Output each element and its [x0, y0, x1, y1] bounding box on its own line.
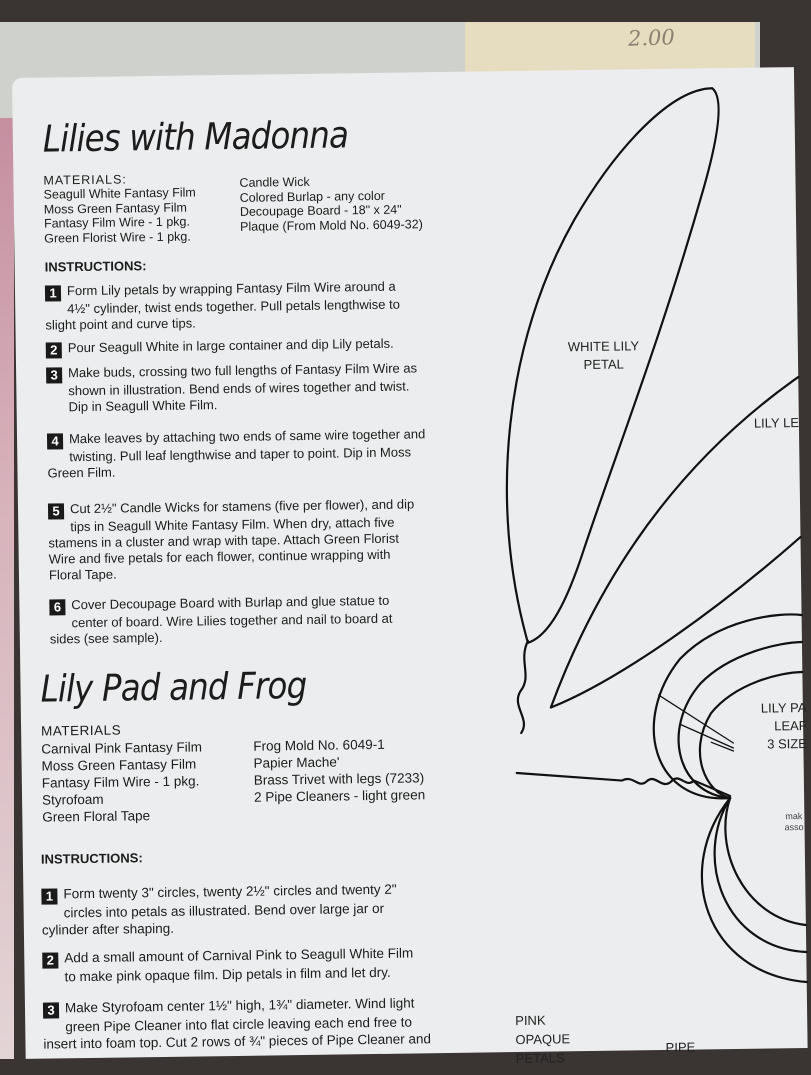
step-3: 3 Make buds, crossing two full lengths of Fantasy Film Wire as shown in illustration. Bend ends of wires together and twist. Dip in Seagull White Film. — [46, 360, 418, 415]
material-item: Plaque (From Mold No. 6049-32) — [239, 216, 423, 234]
material-item: Colored Burlap - any color — [239, 188, 385, 205]
step-number: 4 — [47, 433, 63, 449]
step-number: 2 — [46, 342, 62, 358]
material-item: Fantasy Film Wire - 1 pkg. — [41, 773, 200, 791]
step-number: 3 — [43, 1002, 59, 1018]
section-title-lilies: Lilies with Madonna — [42, 113, 349, 161]
petal-wire-stem — [517, 641, 529, 733]
instruction-page — [12, 67, 808, 1067]
label-lily-pad-leaf: LILY PA LEAF 3 SIZE — [760, 699, 808, 752]
step-number: 1 — [41, 888, 57, 904]
material-item: Brass Trivet with legs (7233) — [253, 770, 425, 788]
material-item: Carnival Pink Fantasy Film — [41, 739, 203, 757]
material-item: Decoupage Board - 18" x 24" — [239, 202, 402, 219]
label-note: mak asso — [784, 811, 804, 833]
materials-list-left — [41, 738, 203, 825]
step-2: 2 Pour Seagull White in large container and dip Lily petals. — [46, 336, 394, 359]
material-item: 2 Pipe Cleaners - light green — [253, 787, 426, 805]
materials-list-left — [44, 185, 197, 245]
step-4: 4 Make leaves by attaching two ends of same wire together and twisting. Pull leaf lengthwise and taper to point. Dip in Moss Green Film. — [47, 426, 426, 481]
step-number: 3 — [46, 367, 62, 383]
material-item: Styrofoam — [41, 791, 104, 808]
instructions-heading: INSTRUCTIONS: — [44, 258, 147, 275]
handwritten-price: 2.00 — [627, 25, 676, 51]
material-item: Papier Mache' — [253, 754, 340, 771]
materials-label: MATERIALS: — [43, 172, 127, 188]
section-title-lily-pad: Lily Pad and Frog — [40, 663, 307, 711]
label-pink-opaque-petals: PINK OPAQUE PETALS — [515, 1012, 571, 1067]
step-5: 5 Cut 2½" Candle Wicks for stamens (five per flower), and dip tips in Seagull White Fantasy Film. When dry, attach five stamens in a cluster and wrap with tape. Attach Green Florist Wire and five petals for each flower, continue wrapping with Floral Tape. — [48, 496, 415, 583]
materials-list-right — [253, 735, 425, 805]
material-item: Green Floral Tape — [42, 808, 151, 825]
material-item: Frog Mold No. 6049-1 — [253, 736, 385, 754]
step-number: 6 — [49, 599, 65, 615]
material-item: Green Florist Wire - 1 pkg. — [44, 229, 191, 246]
page-edge — [0, 118, 14, 1059]
label-pipe: PIPE — [665, 1039, 696, 1055]
materials-label: MATERIALS — [41, 722, 122, 739]
materials-list-right — [239, 173, 423, 234]
step-1: 1 Form Lily petals by wrapping Fantasy Film Wire around a 4½" cylinder, twist ends together. Pull petals lengthwise to slight point and curve tips. — [45, 278, 401, 333]
material-item: Moss Green Fantasy Film — [43, 200, 188, 217]
material-item: Seagull White Fantasy Film — [43, 185, 196, 202]
step-2: 2 Add a small amount of Carnival Pink to Seagull White Film to make pink opaque film. Dip petals in film and let dry. — [42, 944, 413, 985]
step-6: 6 Cover Decoupage Board with Burlap and glue statue to center of board. Wire Lilies together and nail to board at sides (see sample). — [49, 592, 393, 647]
material-item: Moss Green Fantasy Film — [41, 756, 197, 774]
step-3: 3 Make Styrofoam center 1½" high, 1¾" diameter. Wind light green Pipe Cleaner into flat circle leaving each end free to insert into foam top. Cut 2 rows of ¾" pieces of Pipe Cleaner and — [43, 995, 432, 1052]
label-white-lily-petal: WHITE LILY PETAL — [567, 338, 640, 373]
step-number: 2 — [42, 952, 58, 968]
step-number: 1 — [45, 285, 61, 301]
instructions-heading: INSTRUCTIONS: — [40, 850, 143, 867]
material-item: Candle Wick — [239, 174, 310, 190]
step-number: 5 — [48, 503, 64, 519]
label-lily-leaf: LILY LE — [753, 415, 800, 431]
step-1: 1 Form twenty 3" circles, twenty 2½" circles and twenty 2" circles into petals as illustrated. Bend over large jar or cylinder after shaping. — [41, 881, 397, 938]
material-item: Fantasy Film Wire - 1 pkg. — [43, 214, 190, 231]
